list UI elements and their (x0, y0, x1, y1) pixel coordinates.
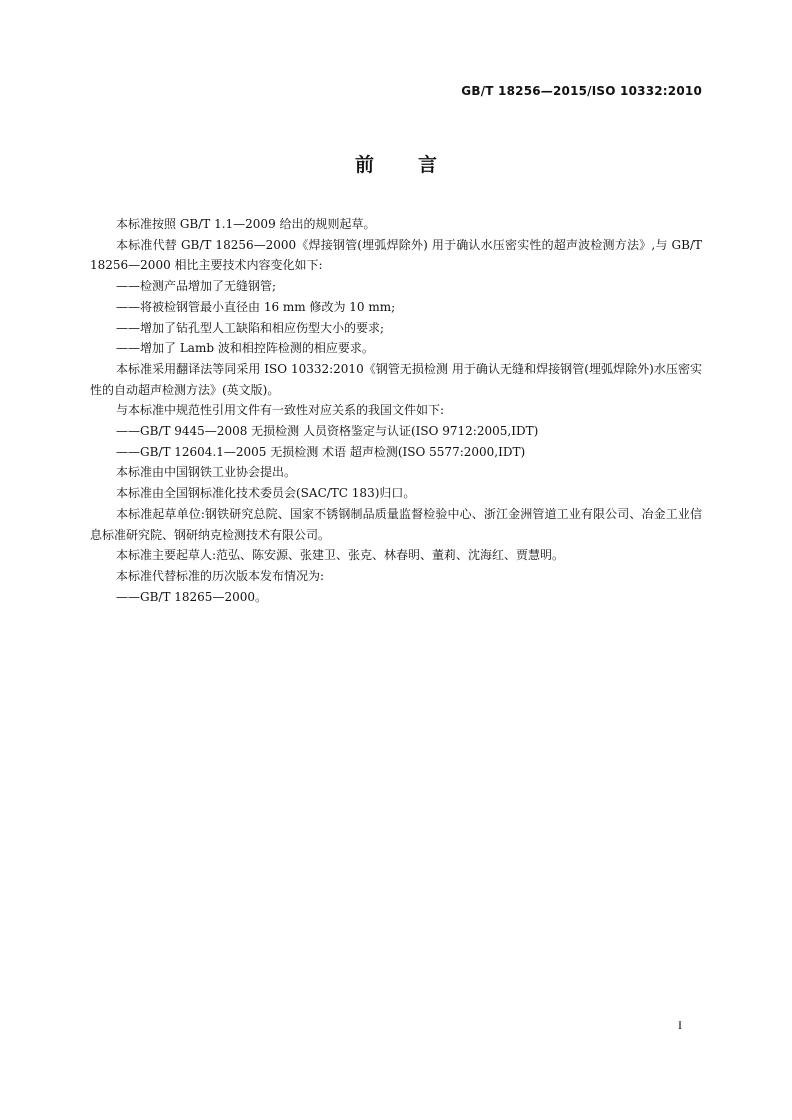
foreword-body (90, 214, 702, 607)
standard-number-header: GB/T 18256—2015/ISO 10332:2010 (461, 84, 702, 98)
page-number: I (678, 1018, 682, 1032)
proposer-paragraph: 本标准由中国钢铁工业协会提出。 (116, 465, 297, 480)
version-history-intro-paragraph: 本标准代替标准的历次版本发布情况为: (116, 568, 325, 583)
change-list-item: ——增加了 Lamb 波和相控阵检测的相应要求。 (116, 341, 374, 356)
technical-committee-paragraph: 本标准由全国钢标准化技术委员会(SAC/TC 183)归口。 (116, 486, 416, 501)
drafting-units-paragraph: 本标准起草单位:钢铁研究总院、国家不锈钢制品质量监督检验中心、浙江金洲管道工业有限公司、冶金工业信息标准研究院、钢研纳克检测技术有限公司。 (90, 506, 702, 542)
change-list-item: ——增加了钻孔型人工缺陷和相应伤型大小的要求; (116, 320, 385, 335)
page-title: 前言 (354, 154, 481, 176)
references-intro-paragraph: 与本标准中规范性引用文件有一致性对应关系的我国文件如下: (116, 403, 445, 418)
version-history-item: ——GB/T 18265—2000。 (116, 589, 267, 604)
change-list-item: ——检测产品增加了无缝钢管; (116, 279, 277, 294)
reference-list-item: ——GB/T 12604.1—2005 无损检测 术语 超声检测(ISO 5577:2000,IDT) (116, 444, 526, 459)
drafters-paragraph: 本标准主要起草人:范弘、陈安源、张建卫、张克、林春明、董莉、沈海红、贾慧明。 (116, 548, 565, 563)
change-list-item: ——将被检钢管最小直径由 16 mm 修改为 10 mm; (116, 299, 396, 314)
replacement-paragraph: 本标准代替 GB/T 18256—2000《焊接钢管(埋弧焊除外) 用于确认水压密实性的超声波检测方法》,与 GB/T 18256—2000 相比主要技术内容变化如下: (90, 237, 702, 273)
drafting-rule-paragraph: 本标准按照 GB/T 1.1—2009 给出的规则起草。 (116, 217, 376, 231)
adoption-paragraph: 本标准采用翻译法等同采用 ISO 10332:2010《钢管无损检测 用于确认无缝和焊接钢管(埋弧焊除外)水压密实性的自动超声检测方法》(英文版)。 (90, 361, 702, 397)
reference-list-item: ——GB/T 9445—2008 无损检测 人员资格鉴定与认证(ISO 9712:2005,IDT) (116, 424, 539, 439)
